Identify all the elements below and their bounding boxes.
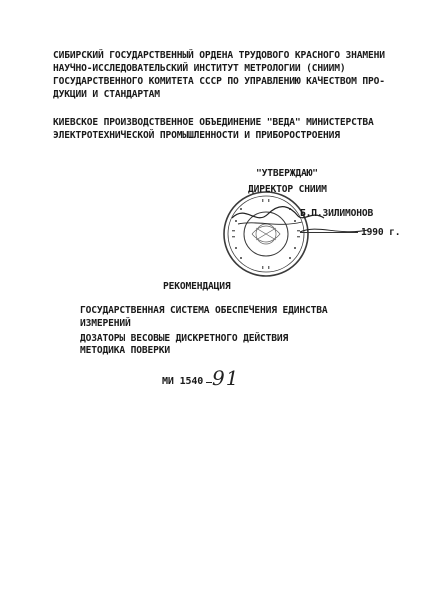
title-line-4: МЕТОДИКА ПОВЕРКИ <box>80 345 171 356</box>
institute-line-2: НАУЧНО-ИССЛЕДОВАТЕЛЬСКИЙ ИНСТИТУТ МЕТРОЛОГИИ (СНИИМ) <box>53 63 346 74</box>
approval-year: 1990 г. <box>361 227 401 238</box>
document-code-prefix: МИ 1540 <box>162 376 204 387</box>
association-line-2: ЭЛЕКТРОТЕХНИЧЕСКОЙ ПРОМЫШЛЕННОСТИ И ПРИБОРОСТРОЕНИЯ <box>53 130 340 141</box>
date-underline <box>300 232 358 233</box>
document-type: РЕКОМЕНДАЦИЯ <box>163 281 231 292</box>
institute-line-3: ГОСУДАРСТВЕННОГО КОМИТЕТА СССР ПО УПРАВЛЕНИЮ КАЧЕСТВОМ ПРО- <box>53 76 385 87</box>
document-code-handwritten: 91 <box>212 366 240 390</box>
approved-label: "УТВЕРЖДАЮ" <box>256 168 318 179</box>
association-line-1: КИЕВСКОЕ ПРОИЗВОДСТВЕННОЕ ОБЪЕДИНЕНИЕ "ВЕДА" МИНИСТЕРСТВА <box>53 117 374 128</box>
institute-line-4: ДУКЦИИ И СТАНДАРТАМ <box>53 89 160 100</box>
title-line-1: ГОСУДАРСТВЕННАЯ СИСТЕМА ОБЕСПЕЧЕНИЯ ЕДИНСТВА <box>80 305 328 316</box>
signature-icon <box>228 196 378 246</box>
title-line-2: ИЗМЕРЕНИЙ <box>80 318 131 329</box>
institute-line-1: СИБИРСКИЙ ГОСУДАРСТВЕННЫЙ ОРДЕНА ТРУДОВОГО КРАСНОГО ЗНАМЕНИ <box>53 50 385 61</box>
title-line-3: ДОЗАТОРЫ ВЕСОВЫЕ ДИСКРЕТНОГО ДЕЙСТВИЯ <box>80 333 289 344</box>
director-position: ДИРЕКТОР СНИИМ <box>248 184 327 195</box>
signer-name: Б.П.ЗИЛИМОНОВ <box>300 208 374 219</box>
